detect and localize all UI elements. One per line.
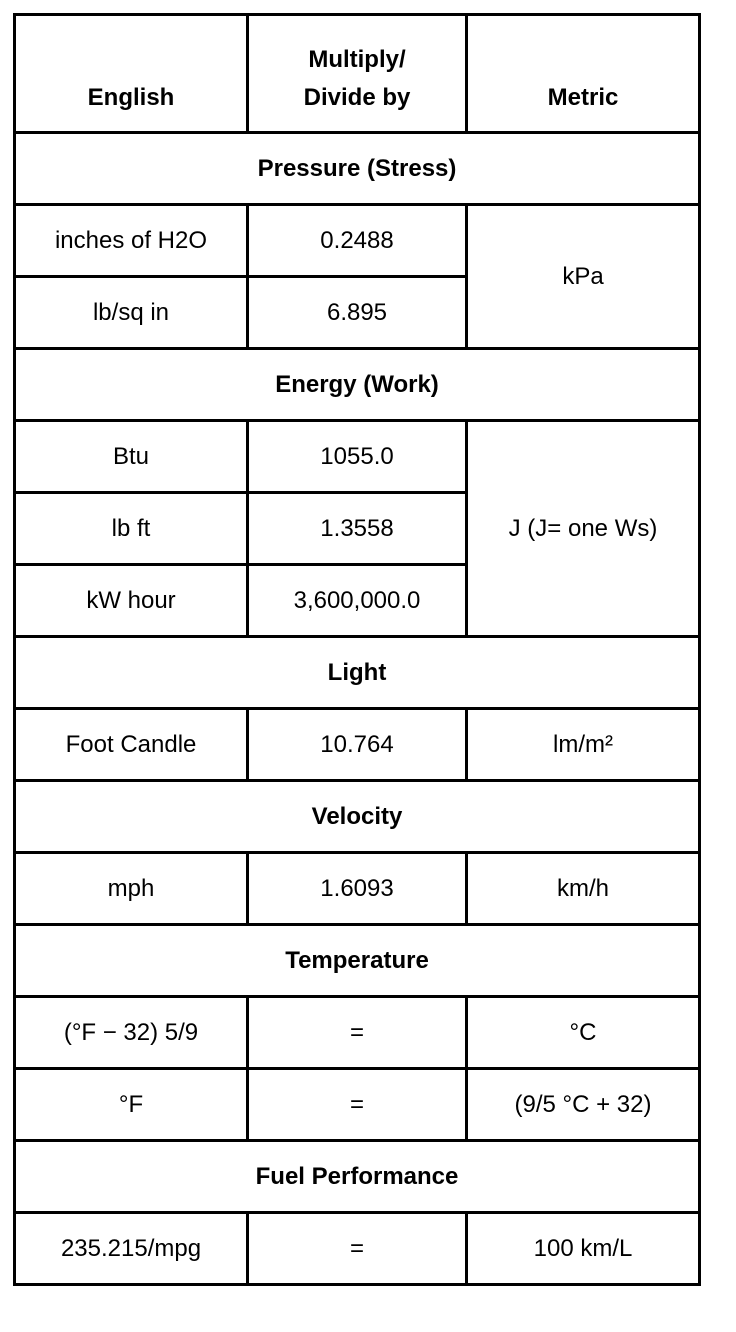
table-row bbox=[15, 205, 700, 277]
table-row bbox=[15, 853, 700, 925]
section-row-fuel bbox=[15, 1141, 700, 1213]
metric-cell: lm/m² bbox=[467, 709, 700, 781]
english-cell: °F bbox=[15, 1069, 248, 1141]
english-cell: Btu bbox=[15, 421, 248, 493]
factor-cell: 1055.0 bbox=[248, 421, 467, 493]
section-row-light bbox=[15, 637, 700, 709]
conversion-table bbox=[13, 13, 701, 1286]
section-row-temperature bbox=[15, 925, 700, 997]
factor-cell: 6.895 bbox=[248, 277, 467, 349]
factor-cell: 3,600,000.0 bbox=[248, 565, 467, 637]
factor-cell: 1.3558 bbox=[248, 493, 467, 565]
factor-cell: 0.2488 bbox=[248, 205, 467, 277]
metric-cell: °C bbox=[467, 997, 700, 1069]
table-row bbox=[15, 1213, 700, 1285]
english-cell: Foot Candle bbox=[15, 709, 248, 781]
metric-cell: km/h bbox=[467, 853, 700, 925]
section-title: Fuel Performance bbox=[15, 1141, 700, 1213]
section-title: Light bbox=[15, 637, 700, 709]
english-cell: mph bbox=[15, 853, 248, 925]
table-row bbox=[15, 421, 700, 493]
section-title: Temperature bbox=[15, 925, 700, 997]
header-multiply bbox=[248, 15, 467, 133]
header-metric: Metric bbox=[467, 15, 700, 133]
english-cell: lb/sq in bbox=[15, 277, 248, 349]
factor-cell: = bbox=[248, 1213, 467, 1285]
section-row-velocity bbox=[15, 781, 700, 853]
header-row bbox=[15, 15, 700, 133]
metric-cell: (9/5 °C + 32) bbox=[467, 1069, 700, 1141]
english-cell: lb ft bbox=[15, 493, 248, 565]
section-title: Energy (Work) bbox=[15, 349, 700, 421]
factor-cell: = bbox=[248, 1069, 467, 1141]
header-english: English bbox=[15, 15, 248, 133]
english-cell: (°F − 32) 5/9 bbox=[15, 997, 248, 1069]
section-row-pressure bbox=[15, 133, 700, 205]
table-row bbox=[15, 1069, 700, 1141]
factor-cell: 10.764 bbox=[248, 709, 467, 781]
metric-cell: J (J= one Ws) bbox=[467, 421, 700, 637]
factor-cell: = bbox=[248, 997, 467, 1069]
section-title: Velocity bbox=[15, 781, 700, 853]
english-cell: inches of H2O bbox=[15, 205, 248, 277]
section-row-energy bbox=[15, 349, 700, 421]
factor-cell: 1.6093 bbox=[248, 853, 467, 925]
metric-cell: 100 km/L bbox=[467, 1213, 700, 1285]
english-cell: kW hour bbox=[15, 565, 248, 637]
header-multiply-line2: Divide by bbox=[303, 84, 411, 111]
metric-cell: kPa bbox=[467, 205, 700, 349]
table-row bbox=[15, 997, 700, 1069]
header-multiply-line1: Multiply/ bbox=[308, 46, 406, 73]
english-cell: 235.215/mpg bbox=[15, 1213, 248, 1285]
section-title: Pressure (Stress) bbox=[15, 133, 700, 205]
table-row bbox=[15, 709, 700, 781]
